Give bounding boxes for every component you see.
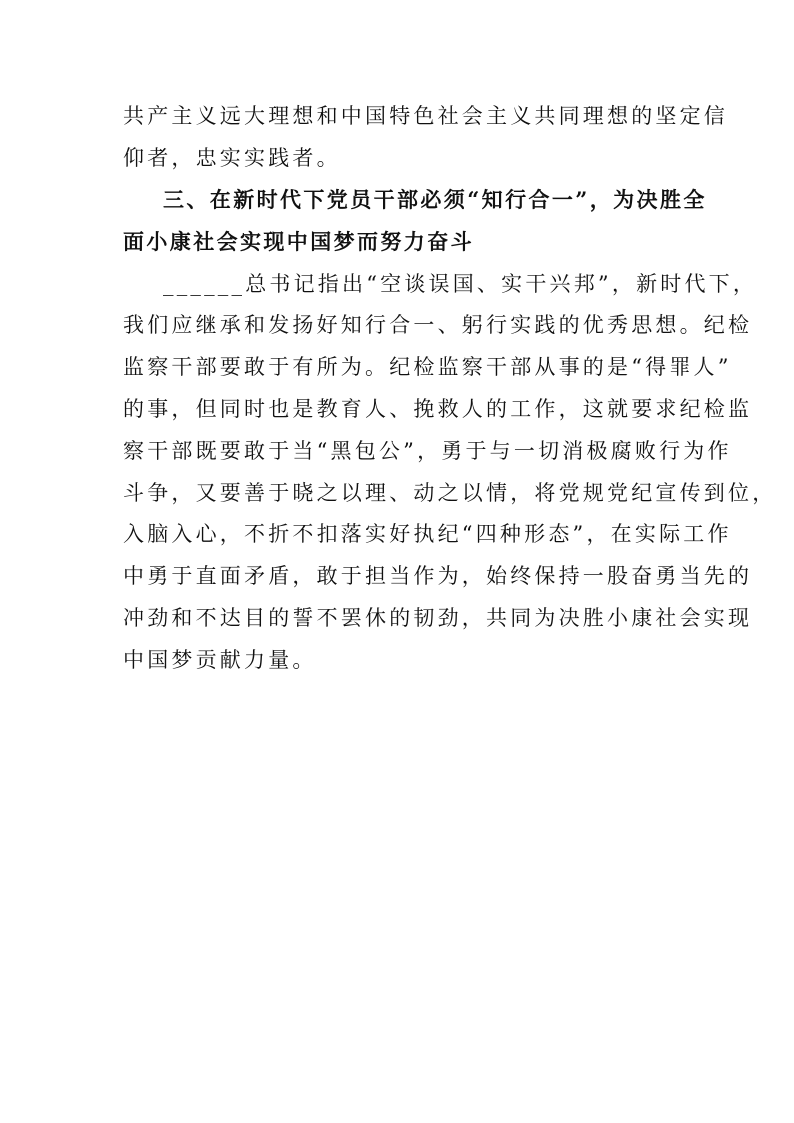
paragraph-line: 监察干部要敢于有所为。纪检监察干部从事的是“得罪人” xyxy=(123,355,732,379)
paragraph-line: ______总书记指出“空谈误国、实干兴邦”，新时代下， xyxy=(163,272,758,296)
paragraph-line: 察干部既要敢于当“黑包公”，勇于与一切消极腐败行为作 xyxy=(123,439,732,463)
paragraph-line: 斗争，又要善于晓之以理、动之以情，将党规党纪宣传到位， xyxy=(123,481,777,505)
paragraph-line: 入脑入心，不折不扣落实好执纪“四种形态”，在实际工作 xyxy=(123,522,732,546)
paragraph-line: 共产主义远大理想和中国特色社会主义共同理想的坚定信 xyxy=(123,104,728,128)
section-heading-line: 面小康社会实现中国梦而努力奋斗 xyxy=(123,229,474,254)
section-heading-line: 三、在新时代下党员干部必须“知行合一”，为决胜全 xyxy=(163,187,707,212)
paragraph-line: 仰者，忠实实践者。 xyxy=(123,146,341,170)
paragraph-line: 的事，但同时也是教育人、挽救人的工作，这就要求纪检监 xyxy=(123,397,753,421)
paragraph-line: 我们应继承和发扬好知行合一、躬行实践的优秀思想。纪检 xyxy=(123,313,753,337)
paragraph-line: 中国梦贡献力量。 xyxy=(123,648,317,672)
paragraph-line: 中勇于直面矛盾，敢于担当作为，始终保持一股奋勇当先的 xyxy=(123,564,753,588)
paragraph-line: 冲劲和不达目的誓不罢休的韧劲，共同为决胜小康社会实现 xyxy=(123,606,753,630)
